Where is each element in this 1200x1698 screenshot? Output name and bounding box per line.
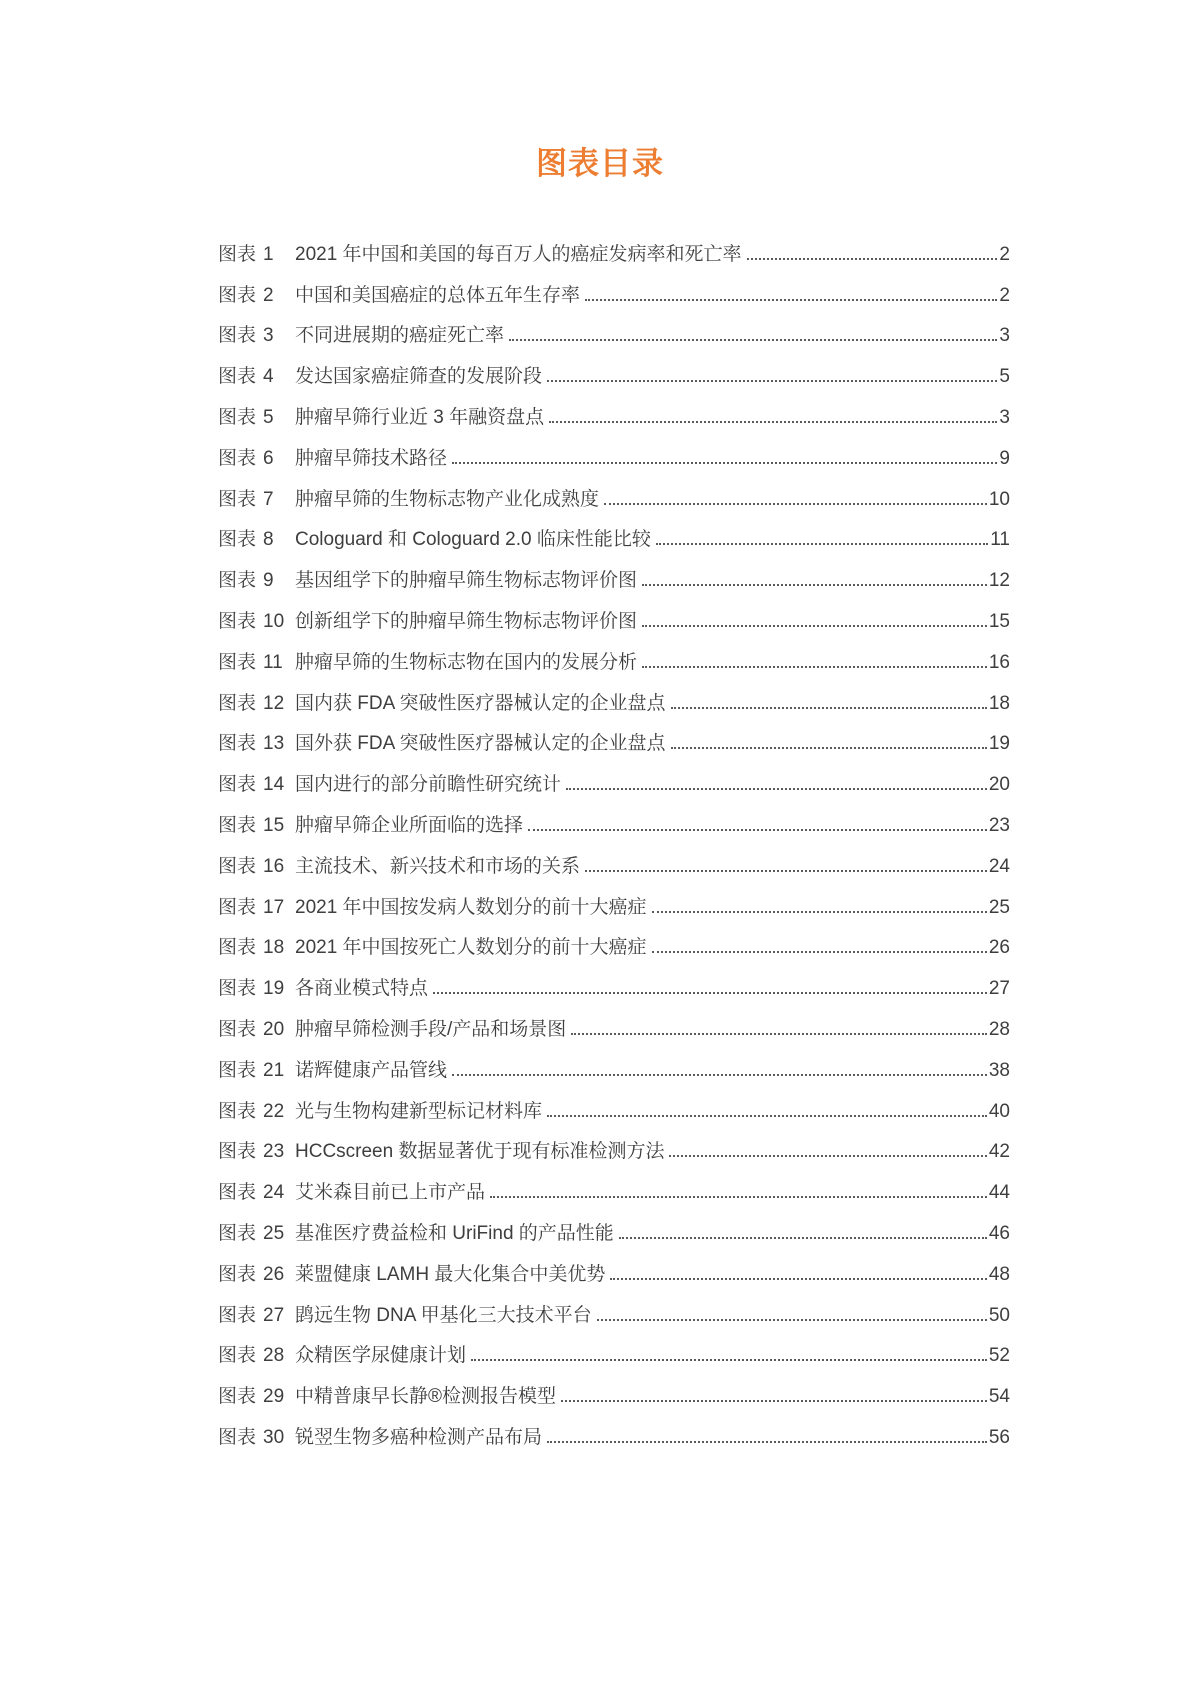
figure-title: 艾米森目前已上市产品 — [295, 1182, 486, 1204]
figure-label: 图表 — [218, 1345, 257, 1367]
figure-number: 6 — [263, 447, 274, 469]
page-number: 20 — [988, 774, 1010, 796]
dot-leader — [585, 299, 997, 301]
page-number: 52 — [988, 1345, 1010, 1367]
figure-number: 28 — [263, 1345, 285, 1367]
figure-label: 图表 — [218, 406, 257, 428]
toc-entry[interactable] — [218, 517, 1010, 558]
toc-list — [218, 231, 1010, 1455]
page-number: 23 — [988, 814, 1010, 836]
figure-title: 诺辉健康产品管线 — [295, 1059, 448, 1081]
figure-label: 图表 — [218, 814, 257, 836]
figure-label: 图表 — [218, 1141, 257, 1163]
figure-title: 众精医学尿健康计划 — [295, 1345, 467, 1367]
figure-label: 图表 — [218, 651, 257, 673]
figure-number: 2 — [263, 284, 274, 306]
figure-label: 图表 — [218, 1426, 257, 1448]
toc-entry[interactable] — [218, 1129, 1010, 1170]
figure-label: 图表 — [218, 1059, 257, 1081]
toc-entry[interactable] — [218, 802, 1010, 843]
figure-label: 图表 — [218, 529, 257, 551]
figure-label: 图表 — [218, 325, 257, 347]
figure-number: 26 — [263, 1263, 285, 1285]
figure-title: 基因组学下的肿瘤早筛生物标志物评价图 — [295, 570, 638, 592]
figure-title: 国外获 FDA 突破性医疗器械认定的企业盘点 — [295, 733, 666, 755]
dot-leader — [671, 707, 987, 709]
page-number: 46 — [988, 1222, 1010, 1244]
page-number: 48 — [988, 1263, 1010, 1285]
figure-number: 12 — [263, 692, 285, 714]
figure-label: 图表 — [218, 774, 257, 796]
figure-title: HCCscreen 数据显著优于现有标准检测方法 — [295, 1141, 665, 1163]
figure-label: 图表 — [218, 284, 257, 306]
page-number: 19 — [988, 733, 1010, 755]
dot-leader — [571, 1033, 987, 1035]
toc-entry[interactable] — [218, 1047, 1010, 1088]
figure-title: 光与生物构建新型标记材料库 — [295, 1100, 543, 1122]
page-number: 5 — [999, 366, 1010, 388]
dot-leader — [669, 1155, 986, 1157]
figure-number: 9 — [263, 570, 274, 592]
figure-number: 27 — [263, 1304, 285, 1326]
page-number: 26 — [988, 937, 1010, 959]
figure-title: 肿瘤早筛行业近 3 年融资盘点 — [295, 406, 545, 428]
figure-number: 25 — [263, 1222, 285, 1244]
figure-number: 23 — [263, 1141, 285, 1163]
figure-label: 图表 — [218, 1018, 257, 1040]
page-number: 10 — [988, 488, 1010, 510]
page-number: 44 — [988, 1182, 1010, 1204]
figure-title: 中精普康早长静®检测报告模型 — [295, 1386, 557, 1408]
figure-number: 7 — [263, 488, 274, 510]
page-number: 3 — [999, 325, 1010, 347]
figure-label: 图表 — [218, 570, 257, 592]
toc-entry[interactable] — [218, 272, 1010, 313]
figure-label: 图表 — [218, 1100, 257, 1122]
figure-title: 肿瘤早筛检测手段/产品和场景图 — [295, 1018, 567, 1040]
figure-title: 不同进展期的癌症死亡率 — [295, 325, 505, 347]
figure-label: 图表 — [218, 1263, 257, 1285]
page-number: 42 — [988, 1141, 1010, 1163]
toc-entry[interactable] — [218, 1088, 1010, 1129]
dot-leader — [561, 1400, 987, 1402]
figure-number: 18 — [263, 937, 285, 959]
figure-number: 1 — [263, 243, 274, 265]
figure-title: Cologuard 和 Cologuard 2.0 临床性能比较 — [295, 529, 651, 551]
page-number: 16 — [988, 651, 1010, 673]
dot-leader — [433, 992, 987, 994]
page-number: 2 — [999, 284, 1010, 306]
dot-leader — [671, 747, 987, 749]
dot-leader — [547, 1115, 987, 1117]
toc-entry[interactable] — [218, 1414, 1010, 1455]
toc-entry[interactable] — [218, 1169, 1010, 1210]
figure-label: 图表 — [218, 366, 257, 388]
dot-leader — [604, 503, 987, 505]
toc-entry[interactable] — [218, 680, 1010, 721]
figure-label: 图表 — [218, 896, 257, 918]
figure-number: 22 — [263, 1100, 285, 1122]
dot-leader — [585, 870, 987, 872]
figure-label: 图表 — [218, 733, 257, 755]
figure-number: 3 — [263, 325, 274, 347]
dot-leader — [471, 1359, 987, 1361]
figure-title: 2021 年中国和美国的每百万人的癌症发病率和死亡率 — [295, 243, 742, 265]
toc-entry[interactable] — [218, 231, 1010, 272]
figure-number: 19 — [263, 978, 285, 1000]
figure-label: 图表 — [218, 1304, 257, 1326]
page-number: 28 — [988, 1018, 1010, 1040]
figure-number: 16 — [263, 855, 285, 877]
toc-entry[interactable] — [218, 435, 1010, 476]
figure-title: 国内获 FDA 突破性医疗器械认定的企业盘点 — [295, 692, 666, 714]
figure-number: 20 — [263, 1018, 285, 1040]
toc-entry[interactable] — [218, 1333, 1010, 1374]
dot-leader — [528, 829, 987, 831]
dot-leader — [642, 584, 987, 586]
toc-entry[interactable] — [218, 761, 1010, 802]
figure-number: 17 — [263, 896, 285, 918]
dot-leader — [656, 543, 988, 545]
figure-title: 肿瘤早筛的生物标志物产业化成熟度 — [295, 488, 600, 510]
page-number: 38 — [988, 1059, 1010, 1081]
toc-entry[interactable] — [218, 721, 1010, 762]
figure-label: 图表 — [218, 1182, 257, 1204]
figure-title: 鹍远生物 DNA 甲基化三大技术平台 — [295, 1304, 592, 1326]
toc-entry[interactable] — [218, 639, 1010, 680]
figure-number: 8 — [263, 529, 274, 551]
page-number: 9 — [999, 447, 1010, 469]
figure-number: 29 — [263, 1386, 285, 1408]
figure-label: 图表 — [218, 978, 257, 1000]
figure-label: 图表 — [218, 1386, 257, 1408]
page-number: 56 — [988, 1426, 1010, 1448]
figure-title: 莱盟健康 LAMH 最大化集合中美优势 — [295, 1263, 606, 1285]
figure-title: 中国和美国癌症的总体五年生存率 — [295, 284, 581, 306]
toc-entry[interactable] — [218, 476, 1010, 517]
page-number: 25 — [988, 896, 1010, 918]
toc-entry[interactable] — [218, 598, 1010, 639]
dot-leader — [642, 625, 987, 627]
toc-entry[interactable] — [218, 353, 1010, 394]
figure-label: 图表 — [218, 692, 257, 714]
dot-leader — [547, 1441, 987, 1443]
figure-label: 图表 — [218, 610, 257, 632]
figure-number: 15 — [263, 814, 285, 836]
dot-leader — [747, 258, 998, 260]
dot-leader — [652, 911, 987, 913]
figure-label: 图表 — [218, 855, 257, 877]
figure-title: 发达国家癌症筛查的发展阶段 — [295, 366, 543, 388]
figure-label: 图表 — [218, 1222, 257, 1244]
page-number: 24 — [988, 855, 1010, 877]
toc-entry[interactable] — [218, 313, 1010, 354]
figure-title: 2021 年中国按发病人数划分的前十大癌症 — [295, 896, 647, 918]
figure-label: 图表 — [218, 447, 257, 469]
dot-leader — [642, 666, 987, 668]
toc-entry[interactable] — [218, 1251, 1010, 1292]
page-number: 3 — [999, 406, 1010, 428]
page-number: 27 — [988, 978, 1010, 1000]
dot-leader — [610, 1278, 987, 1280]
dot-leader — [619, 1237, 987, 1239]
figure-number: 13 — [263, 733, 285, 755]
dot-leader — [452, 462, 997, 464]
page-number: 11 — [990, 529, 1010, 551]
page-number: 2 — [999, 243, 1010, 265]
figure-title: 创新组学下的肿瘤早筛生物标志物评价图 — [295, 610, 638, 632]
figure-number: 4 — [263, 366, 274, 388]
dot-leader — [597, 1319, 987, 1321]
page-number: 18 — [988, 692, 1010, 714]
figure-number: 5 — [263, 406, 274, 428]
figure-number: 11 — [263, 651, 283, 673]
dot-leader — [547, 380, 997, 382]
dot-leader — [566, 788, 987, 790]
figure-number: 30 — [263, 1426, 285, 1448]
figure-number: 14 — [263, 774, 285, 796]
figure-label: 图表 — [218, 937, 257, 959]
figure-title: 国内进行的部分前瞻性研究统计 — [295, 774, 562, 796]
page-number: 50 — [988, 1304, 1010, 1326]
dot-leader — [509, 339, 997, 341]
figure-title: 基准医疗费益检和 UriFind 的产品性能 — [295, 1222, 614, 1244]
figure-title: 主流技术、新兴技术和市场的关系 — [295, 855, 581, 877]
figure-title: 肿瘤早筛技术路径 — [295, 447, 448, 469]
toc-entry[interactable] — [218, 1373, 1010, 1414]
figure-label: 图表 — [218, 488, 257, 510]
page-number: 15 — [988, 610, 1010, 632]
page-number: 54 — [988, 1386, 1010, 1408]
figure-title: 肿瘤早筛企业所面临的选择 — [295, 814, 524, 836]
figure-title: 2021 年中国按死亡人数划分的前十大癌症 — [295, 937, 647, 959]
toc-entry[interactable] — [218, 1292, 1010, 1333]
figure-number: 21 — [263, 1059, 285, 1081]
toc-entry[interactable] — [218, 394, 1010, 435]
dot-leader — [490, 1196, 987, 1198]
toc-entry[interactable] — [218, 1210, 1010, 1251]
toc-entry[interactable] — [218, 965, 1010, 1006]
page-title: 图表目录 — [536, 146, 664, 181]
toc-entry[interactable] — [218, 884, 1010, 925]
dot-leader — [549, 421, 997, 423]
dot-leader — [652, 951, 987, 953]
figure-label: 图表 — [218, 243, 257, 265]
toc-entry[interactable] — [218, 843, 1010, 884]
toc-entry[interactable] — [218, 557, 1010, 598]
dot-leader — [452, 1074, 987, 1076]
toc-entry[interactable] — [218, 1006, 1010, 1047]
figure-number: 24 — [263, 1182, 285, 1204]
figure-number: 10 — [263, 610, 285, 632]
page-number: 40 — [988, 1100, 1010, 1122]
figure-title: 各商业模式特点 — [295, 978, 429, 1000]
toc-entry[interactable] — [218, 925, 1010, 966]
figure-title: 肿瘤早筛的生物标志物在国内的发展分析 — [295, 651, 638, 673]
figure-title: 锐翌生物多癌种检测产品布局 — [295, 1426, 543, 1448]
page-number: 12 — [988, 570, 1010, 592]
